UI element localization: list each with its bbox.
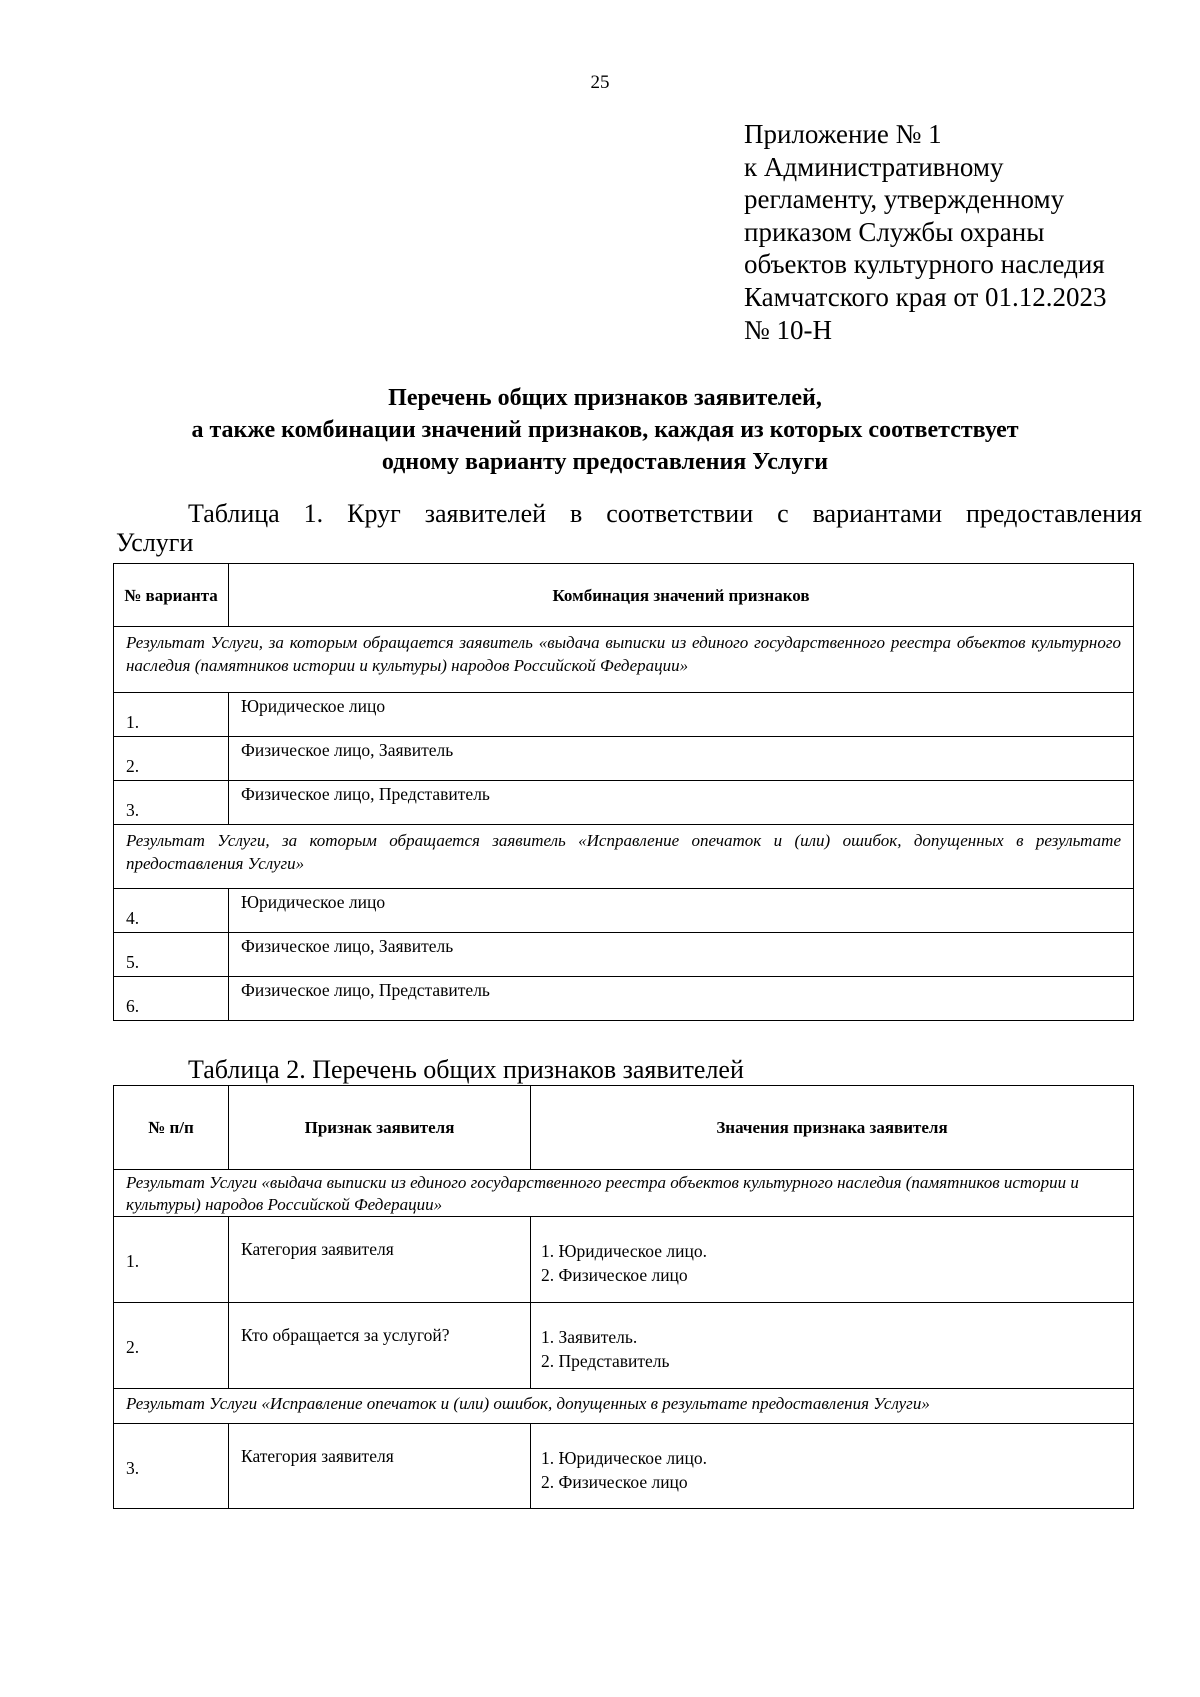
row-attribute: Категория заявителя [229, 1217, 531, 1303]
header-attribute: Признак заявителя [229, 1086, 531, 1170]
row-number: 2. [114, 737, 229, 781]
table-header-row [114, 1086, 1134, 1170]
row-number: 2. [114, 1303, 229, 1389]
row-combination: Физическое лицо, Представитель [229, 977, 1134, 1021]
title-line: а также комбинации значений признаков, каждая из которых соответствует [191, 417, 1019, 443]
caption-word: Услуги [116, 528, 194, 557]
row-number: 3. [114, 1424, 229, 1509]
result-row [114, 627, 1134, 693]
result-text: Результат Услуги, за которым обращается заявитель «выдача выписки из единого государственного реестра объектов культурного наследия (памятников истории и культуры) народов Российской Федерации» [114, 627, 1134, 693]
result-text: Результат Услуги «выдача выписки из единого государственного реестра объектов культурного наследия (памятников истории и культуры) народов Российской Федерации» [114, 1170, 1134, 1217]
caption-word: с [777, 499, 789, 528]
row-number: 3. [114, 781, 229, 825]
appendix-block [744, 118, 1184, 346]
header-number: № п/п [114, 1086, 229, 1170]
row-number: 1. [114, 1217, 229, 1303]
appendix-line: регламенту, утвержденному [744, 184, 1065, 215]
caption-word: заявителей [424, 499, 547, 528]
appendix-line: объектов культурного наследия [744, 249, 1105, 280]
row-attribute: Кто обращается за услугой? [229, 1303, 531, 1389]
table-row [114, 889, 1134, 933]
value-item: 2. Физическое лицо [541, 1472, 688, 1492]
table-row [114, 977, 1134, 1021]
caption-word: вариантами [812, 499, 943, 528]
caption-word: Таблица [188, 499, 280, 528]
caption-word: соответствии [606, 499, 754, 528]
row-number: 1. [114, 693, 229, 737]
result-row [114, 1389, 1134, 1424]
appendix-line: приказом Службы охраны [744, 216, 1045, 247]
table-row [114, 1424, 1134, 1509]
row-combination: Физическое лицо, Заявитель [229, 933, 1134, 977]
table1-caption [116, 497, 1142, 560]
table2-caption: Таблица 2. Перечень общих признаков заявителей [188, 1055, 744, 1084]
appendix-line: Приложение № 1 [744, 119, 942, 149]
appendix-line: № 10-Н [744, 314, 833, 345]
row-values [531, 1424, 1134, 1509]
row-number: 5. [114, 933, 229, 977]
caption-word: предоставления [965, 499, 1142, 528]
row-values [531, 1217, 1134, 1303]
row-values [531, 1303, 1134, 1389]
row-combination: Физическое лицо, Представитель [229, 781, 1134, 825]
title-line: Перечень общих признаков заявителей, [388, 385, 822, 411]
table-row [114, 737, 1134, 781]
result-row [114, 825, 1134, 889]
row-attribute: Категория заявителя [229, 1424, 531, 1509]
row-combination: Физическое лицо, Заявитель [229, 737, 1134, 781]
header-variant-number: № варианта [114, 564, 229, 627]
table-row [114, 933, 1134, 977]
row-combination: Юридическое лицо [229, 693, 1134, 737]
header-values: Значения признака заявителя [531, 1086, 1134, 1170]
result-row [114, 1170, 1134, 1217]
value-item: 1. Юридическое лицо. [541, 1448, 707, 1468]
row-combination: Юридическое лицо [229, 889, 1134, 933]
table-header-row [114, 564, 1134, 627]
value-item: 1. Заявитель. [541, 1327, 638, 1347]
caption-word: 1. [303, 499, 324, 528]
document-title [100, 382, 1110, 478]
result-text: Результат Услуги, за которым обращается заявитель «Исправление опечаток и (или) ошибок, допущенных в результате предоставления Услуги» [114, 825, 1134, 889]
value-item: 1. Юридическое лицо. [541, 1241, 707, 1261]
value-item: 2. Представитель [541, 1351, 670, 1371]
table-row [114, 693, 1134, 737]
caption-word: Круг [347, 499, 401, 528]
title-line: одному варианту предоставления Услуги [381, 449, 829, 475]
caption-word: в [569, 499, 583, 528]
value-item: 2. Физическое лицо [541, 1265, 688, 1285]
appendix-line: к Административному [744, 151, 1004, 182]
table-row [114, 781, 1134, 825]
table2 [113, 1085, 1134, 1509]
header-combination: Комбинация значений признаков [229, 564, 1134, 627]
table1 [113, 563, 1134, 1021]
table-row [114, 1217, 1134, 1303]
page-number: 25 [590, 72, 610, 93]
appendix-line: Камчатского края от 01.12.2023 [744, 281, 1107, 312]
result-text: Результат Услуги «Исправление опечаток и (или) ошибок, допущенных в результате предоставления Услуги» [114, 1389, 1134, 1424]
row-number: 4. [114, 889, 229, 933]
table-row [114, 1303, 1134, 1389]
row-number: 6. [114, 977, 229, 1021]
